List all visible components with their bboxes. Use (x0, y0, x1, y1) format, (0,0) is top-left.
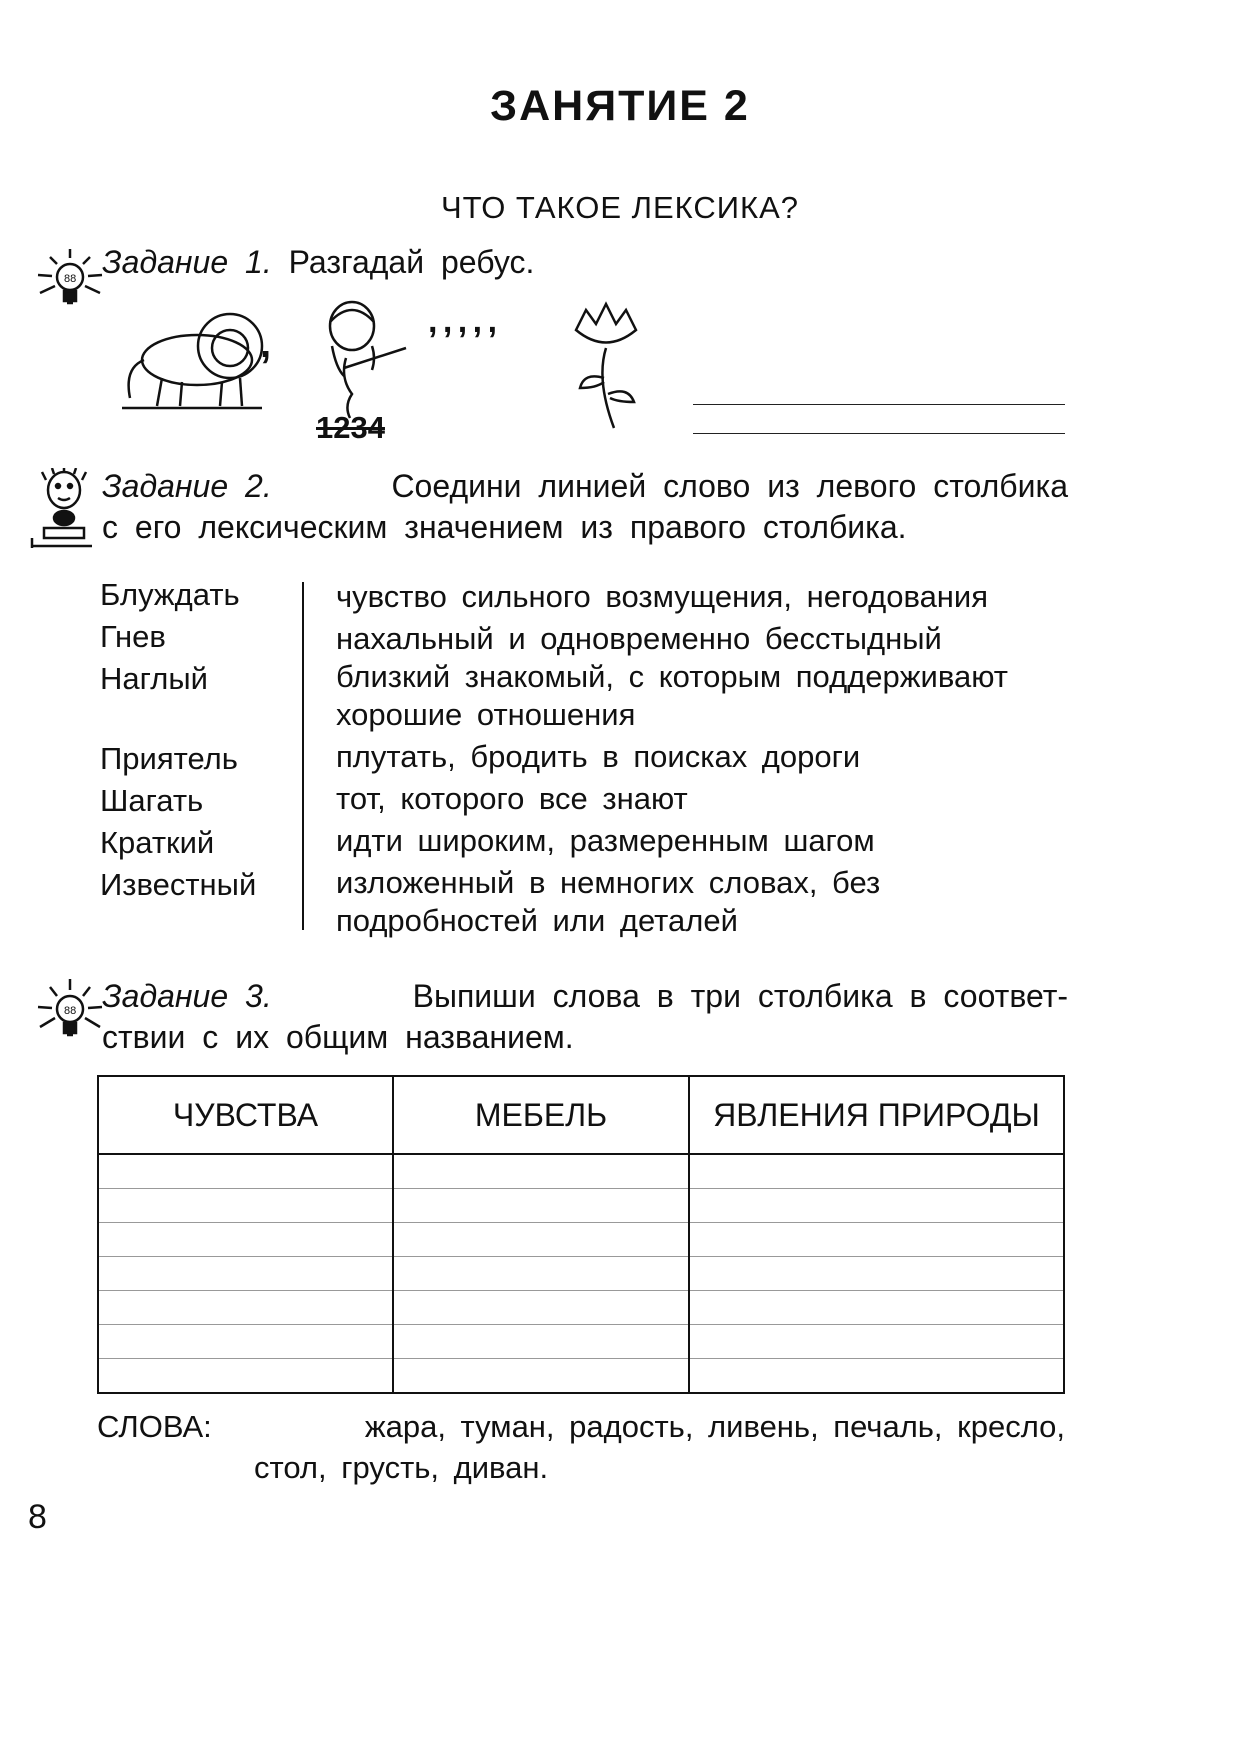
lesson-title: ЗАНЯТИЕ 2 (490, 82, 750, 130)
rebus-digits: 1234 (316, 410, 385, 445)
words-line2: стол, грусть, диван. (254, 1450, 549, 1485)
task2-text-line1: Соедини линией слово из левого столбика (391, 468, 1068, 504)
thinking-person-icon (30, 468, 96, 550)
table-cell[interactable] (98, 1223, 393, 1257)
table-row (98, 1291, 1064, 1325)
table-cell[interactable] (393, 1189, 689, 1223)
task3-label: Задание 3. (102, 978, 272, 1014)
table-cell[interactable] (393, 1223, 689, 1257)
table-cell[interactable] (393, 1291, 689, 1325)
table-cell[interactable] (98, 1325, 393, 1359)
rebus-commas-2: , , , , , (428, 302, 496, 340)
table-cell[interactable] (689, 1154, 1064, 1189)
table-row (98, 1223, 1064, 1257)
table-cell[interactable] (98, 1257, 393, 1291)
words-label: СЛОВА: (97, 1409, 212, 1444)
meaning-item: плутать, бродить в поисках дороги (336, 739, 861, 774)
column-divider (302, 582, 304, 930)
table-cell[interactable] (689, 1189, 1064, 1223)
task2-heading (102, 466, 1068, 548)
meaning-item: близкий знакомый, с которым поддерживают (336, 659, 1008, 694)
meaning-item: изложенный в немногих словах, без (336, 865, 881, 900)
table-cell[interactable] (393, 1257, 689, 1291)
table-cell[interactable] (98, 1189, 393, 1223)
meaning-item: тот, которого все знают (336, 781, 688, 816)
meaning-item: чувство сильного возмущения, негодования (336, 579, 989, 614)
table-cell[interactable] (689, 1291, 1064, 1325)
table-cell[interactable] (689, 1223, 1064, 1257)
word-item: Наглый (100, 661, 208, 696)
task1-text: Разгадай ребус. (288, 244, 535, 280)
task2-label: Задание 2. (102, 468, 272, 504)
task2-words-column (100, 574, 256, 906)
meaning-item: нахальный и одновременно бесстыдный (336, 621, 942, 656)
word-item: Приятель (100, 741, 238, 776)
meaning-item: подробностей или деталей (336, 903, 738, 938)
column-header-furniture: МЕБЕЛЬ (393, 1076, 689, 1154)
task1-heading (102, 242, 534, 283)
lightbulb-icon (30, 975, 106, 1055)
table-cell[interactable] (98, 1154, 393, 1189)
svg-text:88: 88 (64, 1005, 77, 1017)
svg-text:88: 88 (64, 273, 77, 285)
table-row (98, 1359, 1064, 1394)
table-row (98, 1257, 1064, 1291)
table-cell[interactable] (393, 1325, 689, 1359)
table-cell[interactable] (98, 1359, 393, 1394)
task3-text-line1: Выпиши слова в три столбика в соответ- (412, 978, 1068, 1014)
task2-text-line2: с его лексическим значением из правого столбика. (102, 509, 907, 545)
table-cell[interactable] (689, 1359, 1064, 1394)
answer-line-2[interactable] (693, 433, 1065, 434)
word-item: Гнев (100, 619, 166, 654)
task3-text-line2: ствии с их общим названием. (102, 1019, 574, 1055)
lesson-subtitle: ЧТО ТАКОЕ ЛЕКСИКА? (440, 190, 799, 225)
task3-heading (102, 976, 1068, 1058)
table-cell[interactable] (98, 1291, 393, 1325)
table-cell[interactable] (689, 1257, 1064, 1291)
column-header-feelings: ЧУВСТВА (98, 1076, 393, 1154)
table-cell[interactable] (393, 1154, 689, 1189)
word-item: Известный (100, 867, 257, 902)
meaning-item: хорошие отношения (336, 697, 636, 732)
table-row (98, 1154, 1064, 1189)
table-cell[interactable] (393, 1359, 689, 1394)
carnation-picture (566, 300, 648, 432)
lightbulb-icon (30, 245, 106, 319)
lion-picture (112, 298, 272, 416)
words-list (97, 1406, 1065, 1488)
word-item: Блуждать (100, 577, 240, 612)
task1-label: Задание 1. (102, 244, 272, 280)
meaning-item: идти широким, размеренным шагом (336, 823, 875, 858)
word-item: Шагать (100, 783, 204, 818)
girl-picture (316, 298, 408, 422)
word-item: Краткий (100, 825, 215, 860)
task2-meanings-column (336, 578, 1068, 940)
column-header-nature: ЯВЛЕНИЯ ПРИРОДЫ (689, 1076, 1064, 1154)
table-row (98, 1189, 1064, 1223)
words-line1: жара, туман, радость, ливень, печаль, кресло, (364, 1409, 1065, 1444)
rebus-comma-1: , (260, 322, 272, 366)
table-cell[interactable] (689, 1325, 1064, 1359)
answer-line-1[interactable] (693, 404, 1065, 405)
page-number: 8 (28, 1498, 47, 1536)
table-row (98, 1325, 1064, 1359)
sorting-table (97, 1075, 1065, 1394)
